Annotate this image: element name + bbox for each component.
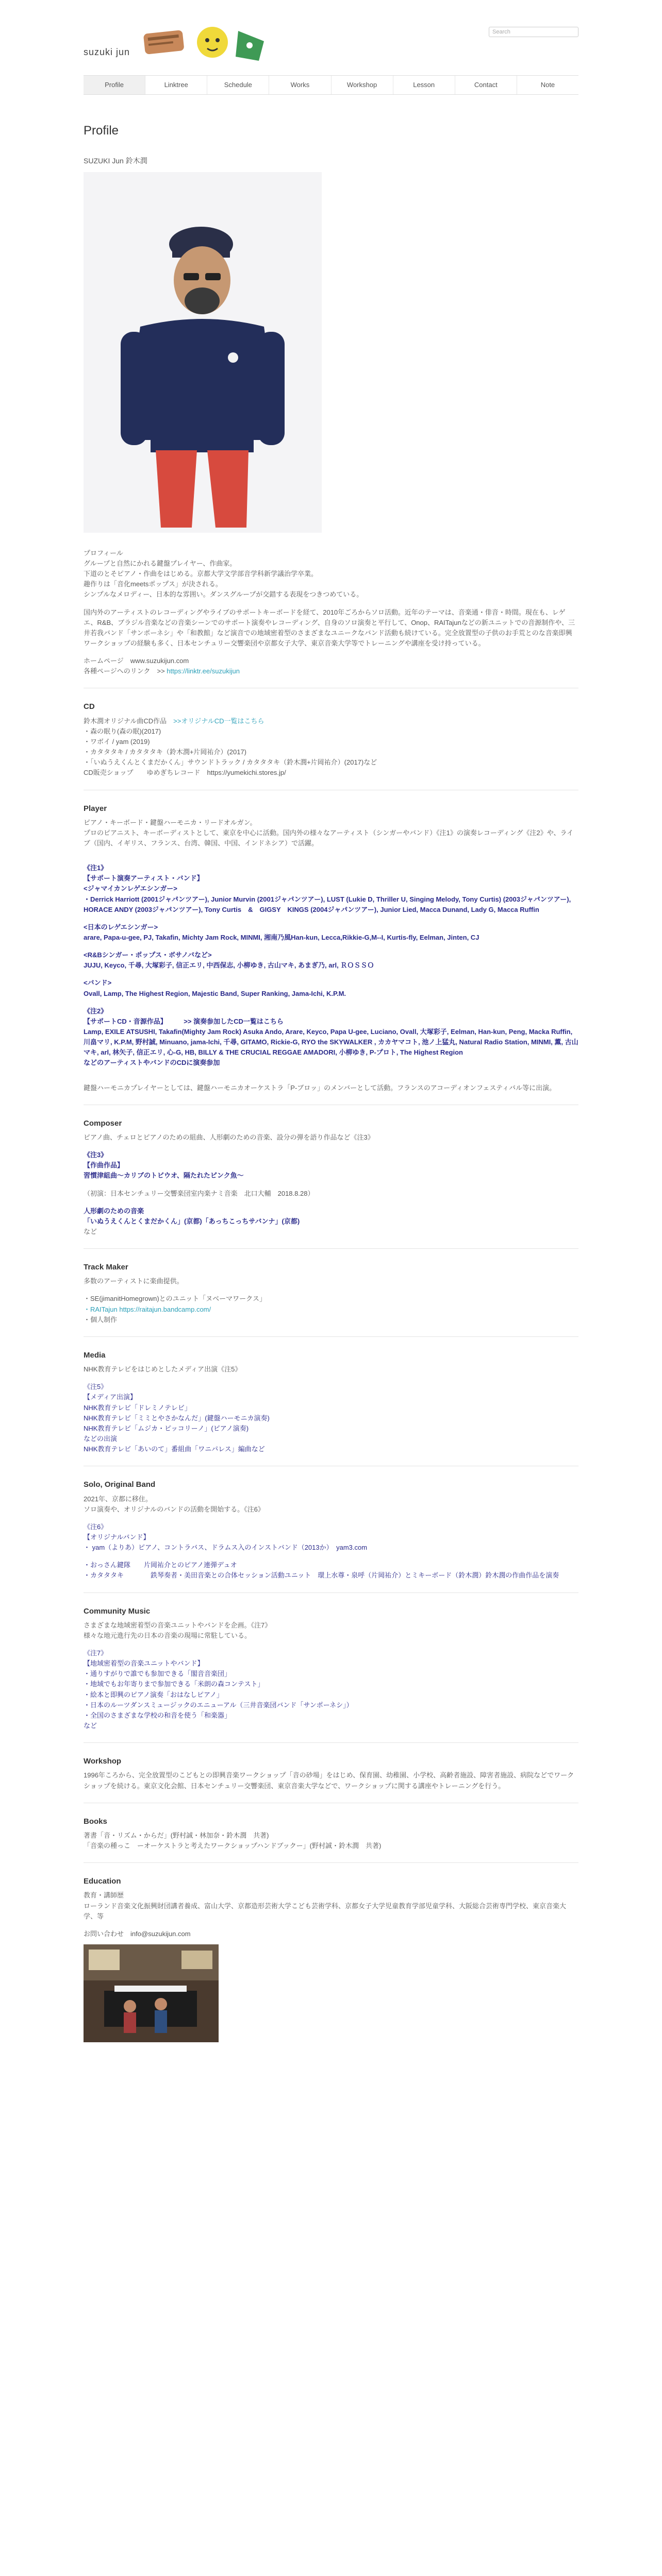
- community-item: ・通りすがりで誰でも参加できる「閣音音楽団」: [84, 1670, 231, 1678]
- trackmaker-heading: Track Maker: [84, 1263, 128, 1272]
- education-heading: Education: [84, 1877, 121, 1886]
- note-subtitle: 【作曲作品】: [84, 1161, 124, 1170]
- books-heading: Books: [84, 1817, 107, 1826]
- player-intro: プロのピアニスト、キーボーディストとして、東京を中心に活動。国内外の様々なアーティスト（シンガーやバンド）《注1》の演奏レコーディング《注2》や、ライブ（国内、イギリス、フランス、台湾、韓国、中国、インドネシア）で活躍。: [84, 828, 574, 848]
- community-intro: さまざまな地域密着型の音楽ユニットやバンドを企画。《注7》: [84, 1621, 272, 1629]
- solo-line: 2021年、京都に移住。: [84, 1495, 152, 1503]
- player-heading: Player: [84, 804, 107, 813]
- solo-heading: Solo, Original Band: [84, 1480, 156, 1489]
- linktree-link[interactable]: https://linktr.ee/suzukijun: [167, 667, 240, 675]
- community-item: ・日本のルーツダンスミュージックのエニューアル（三井音楽団バンド「サンポーネシ」）: [84, 1701, 353, 1709]
- media-intro: NHK教育テレビをはじめとしたメディア出演《注5》: [84, 1365, 242, 1374]
- site-header: [84, 0, 578, 62]
- media-heading: Media: [84, 1350, 106, 1360]
- nav-contact[interactable]: Contact: [455, 76, 517, 94]
- book-item: 著書「音・リズム・からだ」(野村誠・林加奈・鈴木潤 共著): [84, 1831, 269, 1839]
- logo-illustration[interactable]: [135, 21, 279, 67]
- nav-works[interactable]: Works: [269, 76, 331, 94]
- cd-item: ・ワボイ / yam (2019): [84, 737, 150, 745]
- book-item: 「音楽の種っこ ーオーケストラと考えたワークショップハンドブックー」(野村誠・鈴木潤 共著): [84, 1842, 382, 1850]
- note-title: 《注6》: [84, 1522, 108, 1531]
- community-item: ・地域でもお年寄りまで参加できる「米朗の森コンテスト」: [84, 1680, 264, 1688]
- support-cd-link[interactable]: 【サポートCD・音源作品】 >> 演奏参加したCD一覧はこちら: [84, 1017, 284, 1025]
- search-input[interactable]: Search: [489, 27, 578, 37]
- homepage-link[interactable]: ホームページ www.suzukijun.com: [84, 657, 189, 665]
- profile-photo: [84, 172, 322, 533]
- main-nav: [84, 75, 578, 95]
- links-line: [84, 666, 578, 676]
- nav-workshop[interactable]: Workshop: [332, 76, 393, 94]
- band-list: Ovall, Lamp, The Highest Region, Majestic Band, Super Ranking, Jama-Ichi, K.P.M.: [84, 989, 346, 997]
- note-title: 《注2》: [84, 1007, 108, 1015]
- media-item: NHK教育テレビ「ミミとやさかなんだ」(鍵盤ハーモニカ演奏): [84, 1414, 270, 1422]
- band-item: ・カタタタキ 鉄琴奏者・美田音楽との合体セッション活動ユニット 環上水尊・泉呼（片岡祐介）とミキーボード（鈴木潤）鈴木潤の作曲作品を演奏: [84, 1571, 559, 1580]
- cd-item: ・カタタタキ / カタタタキ（鈴木潤+片岡祐介）(2017): [84, 748, 247, 756]
- trackmaker-intro: 多数のアーティストに楽曲提供。: [84, 1277, 184, 1285]
- profile-line: プロフィール: [84, 549, 123, 557]
- media-item: NHK教育テレビ「ムジカ・ピッコリーノ」(ピアノ演奏): [84, 1424, 249, 1432]
- composition-detail: （初演：日本センチュリー交響楽団室内楽ナミ音楽 北口大輔 2018.8.28）: [84, 1189, 315, 1197]
- profile-body: 国内外のアーティストのレコーディングやライブのサポートキーボードを経て、2010年ごろからソロ活動。近年のテーマは、音楽通・俳音・時間。現在も、レゲエ、R&B、ブラジル音楽などの音楽シーンでのサポート演奏やレコーディング、自身のソロ演奏と平行して、Onop、RAITajunなどの新ユニットでの音源制作や、三井若我バンド「サンポーネシ」や「和教館」など演音での地域密着型のさまざまなユニークなバンド活動も続けている。完全放置型の子供のお手荒とのな音楽即興ワークショップの経験も多く、日本センチュリー交響楽団や京都女子大学、東京音楽大学等でトレーニングや講座を受け持っている。: [84, 608, 575, 647]
- support-cd-tail: などのアーティストやバンドのCDに演奏参加: [84, 1059, 220, 1067]
- band-title: <バンド>: [84, 979, 112, 987]
- composition-title: 習慣津組曲〜カリブのトビウオ、隔たれたピンク魚〜: [84, 1172, 244, 1180]
- cd-list-link[interactable]: >>オリジナルCD一覧はこちら: [173, 717, 264, 725]
- contact-email[interactable]: お問い合わせ info@suzukijun.com: [84, 1929, 191, 1938]
- cd-shop-link[interactable]: CD販売ショップ ゆめぎちレコード https://yumekichi.stores.jp/: [84, 769, 286, 777]
- note-title: 《注7》: [84, 1649, 108, 1657]
- profile-line: グループと自然にかれる鍵盤プレイヤー、作曲家。: [84, 560, 237, 568]
- cd-intro: [84, 716, 578, 726]
- education-line: 教育・講師歴: [84, 1891, 124, 1900]
- media-item: などの出演: [84, 1435, 118, 1443]
- profile-line: 趣作りは「音化meetsポップス」が決される。: [84, 580, 222, 588]
- cd-item: ・「いぬうえくんとくまだかくん」サウンドトラック / カタタタキ（鈴木潤+片岡祐介）(2017)など: [84, 758, 377, 767]
- media-item: NHK教育テレビ「ドレミノテレビ」: [84, 1403, 191, 1412]
- community-heading: Community Music: [84, 1606, 151, 1616]
- site-name[interactable]: suzuki jun: [84, 47, 130, 57]
- page-title: Profile: [84, 124, 119, 138]
- page-wrapper: [84, 0, 578, 1938]
- community-intro: 様々な地元進行先の日本の音楽の現場に常駐している。: [84, 1631, 252, 1639]
- note-subtitle: 【メディア出演】: [84, 1393, 137, 1401]
- nav-linktree[interactable]: Linktree: [145, 76, 207, 94]
- note-title: 《注3》: [84, 1151, 108, 1159]
- community-item: ・絵本と即興のピアノ演奏「おはなしピアノ」: [84, 1690, 223, 1699]
- raitajun-link[interactable]: ・RAITajun https://raitajun.bandcamp.com/: [84, 1305, 211, 1313]
- nav-schedule[interactable]: Schedule: [207, 76, 269, 94]
- community-item: ・全国のさまざまな学校の和音を使う「和楽器」: [84, 1711, 231, 1719]
- band-item: ・おっさん鍵隊 片岡祐介とのピアノ連弾デュオ: [84, 1561, 237, 1569]
- note-subtitle: 【サポート演奏アーティスト・バンド】: [84, 874, 204, 883]
- note-subtitle: 【オリジナルバンド】: [84, 1533, 150, 1541]
- profile-line: 下道のとそピアノ・作曲をはじめる。京都大学文学部音学科新学議治学卒業。: [84, 570, 318, 578]
- rnb-title: <R&Bシンガー・ポップス・ボサノバなど>: [84, 951, 212, 959]
- concert-photo: [84, 1944, 219, 2042]
- cd-item: ・森の眠り(森の眠)(2017): [84, 727, 161, 735]
- profile-line: シンプルなメロディー、日本的な雰囲い。ダンスグループが交錯する表現をつきつめている。: [84, 590, 363, 599]
- trackmaker-item: ・個人制作: [84, 1315, 118, 1324]
- artist-name: SUZUKI Jun 鈴木潤: [84, 157, 147, 165]
- main-content: [84, 111, 578, 2042]
- support-cd-list: Lamp, EXILE ATSUSHI, Takafin(Mighty Jam Rock) Asuka Ando, Arare, Keyco, Papa U-gee, Luciano, Ovall, 大塚彩子, Eelman, Han-kun, Peng, Macka Ruffin, 川畠マリ, K.P.M, 野村誠, Minuano, jama-Ichi, 千尋, GITAMO, Rickie-G, RYO the SKYWALKER , カカヤマコト, 池ノ上猛丸, Natural Radio Station, MINMI, 薫, 古山マキ, arl, 林矢子, 信正エリ, 心-G, HB, BILLY & THE CRUCIAL REGGAE AMADORI, 小柳ゆき, P-プロト, The Highest Region: [84, 1028, 578, 1057]
- puppet-works: 「いぬうえくんとくまだかくん」(京都)「あっちこっちサバンナ」(京都): [84, 1217, 300, 1225]
- composer-intro: ピアノ曲、チェロとピアノのための組曲、人形劇のための音楽、設分の弾を語り作品など《注3》: [84, 1133, 374, 1141]
- japan-reggae-list: arare, Papa-u-gee, PJ, Takafin, Michty Jam Rock, MINMI, 湘南乃風Han-kun, Lecca,Rikkie-G,M--I, Kurtis-fly, Eelman, Jinten, CJ: [84, 934, 479, 942]
- links-label: 各種ページへのリンク >>: [84, 667, 165, 675]
- puppet-title: 人形劇のための音楽: [84, 1207, 144, 1215]
- workshop-heading: Workshop: [84, 1757, 122, 1766]
- nav-lesson[interactable]: Lesson: [393, 76, 455, 94]
- rnb-list: JUJU, Keyco, 千尋, 大塚彩子, 信正エリ, 中西保志, 小柳ゆき, 古山マキ, あまぎ乃, arl, ＲＯＳＳＯ: [84, 961, 374, 970]
- education-line: ローランド音楽文化振興財団講者養成、富山大学、京都造形芸術大学こども芸術学科、京都女子大学児童教育学部児童学科、大阪総合芸術専門学校、東京音楽大学、等: [84, 1902, 567, 1920]
- solo-line: ソロ演奏や、オリジナルのバンドの活動を開始する。《注6》: [84, 1505, 264, 1513]
- nav-profile[interactable]: Profile: [84, 76, 145, 94]
- note-subtitle: 【地域密着型の音楽ユニットやバンド】: [84, 1659, 204, 1668]
- harmonica-text: 鍵盤ハーモニカプレイヤーとしては、鍵盤ハーモニカオーケストラ「P-ブロッ」のメンバーとして活動。フランスのアコーディオンフェスティバル等に出演。: [84, 1083, 556, 1092]
- cd-intro-text: 鈴木潤オリジナル曲CD作品: [84, 717, 167, 725]
- jamaica-title: <ジャマイカンレゲエシンガー>: [84, 885, 177, 893]
- media-item: NHK教育テレビ「あいのて」番組曲「ワニパレス」編曲など: [84, 1445, 265, 1453]
- note-title: 《注1》: [84, 864, 108, 872]
- workshop-body: 1996年ころから、完全放置型のこどもとの即興音楽ワークショップ「音の砂場」をはじめ、保育園、幼稚園、小学校、高齢者施設、障害者施設、病院などでワークショップを続ける。東京文化会館、日本センチュリー交響楽団、東京音楽大学などで、ワークショップに関する講座やトレーニングを行う。: [84, 1771, 574, 1790]
- yam-band: ・ yam（よりあ）ピアノ、コントラバス、ドラムス入のインストバンド（2013か） yam3.com: [84, 1544, 368, 1552]
- japan-reggae-title: <日本のレゲエシンガー>: [84, 923, 158, 931]
- player-intro: ピアノ・キーボード・鍵盤ハーモニカ・リードオルガン。: [84, 818, 257, 826]
- trackmaker-item: ・SE(jimanitHomegrown)とのユニット「ヌベーマワークス」: [84, 1295, 267, 1303]
- cd-heading: CD: [84, 702, 95, 711]
- etc-text: など: [84, 1722, 97, 1730]
- note-title: 《注5》: [84, 1383, 108, 1391]
- jamaica-list: ・Derrick Harriott (2001ジャパンツアー), Junior Murvin (2001ジャパンツアー), LUST (Lukie D, Thriller U, Singing Melody, Tony Curtis) (2003ジャパンツアー), HORACE ANDY (2003ジャパンツアー), Tony Curtis & GIGSY KINGS (2004ジャパンツアー), Junior Lied, Macca Dunand, Lady G, Macca Ruffin: [84, 895, 571, 913]
- composer-heading: Composer: [84, 1118, 122, 1128]
- etc-text: など: [84, 1227, 97, 1235]
- nav-note[interactable]: Note: [540, 81, 555, 89]
